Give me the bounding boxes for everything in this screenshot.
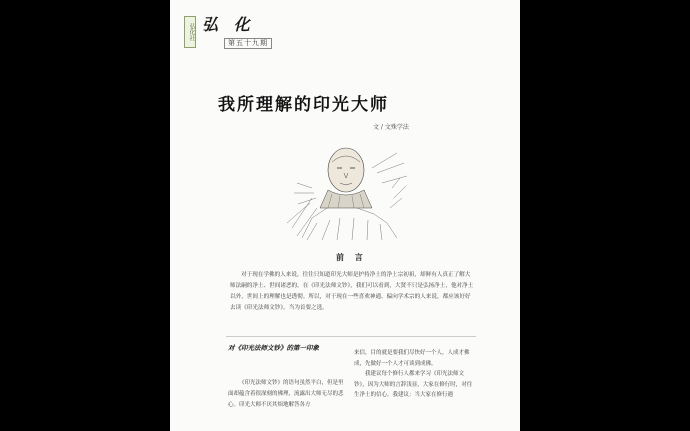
issue-badge: 第五十九期 bbox=[224, 38, 272, 49]
right-column-paragraph-1: 来信，目的就是要我们尽快好一个人，人成才佛成，先做好一个人才可谈到成佛。 bbox=[354, 350, 470, 367]
right-column-paragraph-2: 我建议每个修行人都来学习《印光法师文钞》，因为大师的言辞浅显，大家在修行时，对往生净土的信心。我建议：当大家在修行遇 bbox=[354, 371, 473, 398]
masthead bbox=[184, 12, 324, 52]
masthead-vertical-label: 弘化社 bbox=[184, 16, 196, 48]
left-column-text: 《印光法师文钞》的语句虽然平白，但是里面却蕴含着很深刻的佛理，流露出大师无尽的悲心。印光大师不厌其烦地解答各方 bbox=[228, 380, 344, 408]
subsection-heading: 对《印光法师文钞》的第一印象 bbox=[228, 344, 319, 352]
magazine-page bbox=[170, 0, 520, 431]
byline: 文 / 文殊学法 bbox=[373, 124, 409, 131]
article-title: 我所理解的印光大师 bbox=[218, 95, 389, 115]
right-column bbox=[354, 348, 474, 401]
intro-paragraph: 对于现在学佛的人来说，往往只知道印光大师是护持净土的净土宗初祖，却鲜有人真正了解大师法嗣的净土、世间诸恶的。在《印光法师文钞》，我们可以看到，大贤不只是弘扬净土，他对净土以外，世间上的理解也是透彻。所以，对于现在一些喜欢神通、偏向学术宗的人来说，都应该好好去读《印光法师文钞》，当为首要之选。 bbox=[230, 272, 474, 311]
divider bbox=[226, 336, 476, 337]
section-heading: 前 言 bbox=[336, 252, 367, 262]
master-portrait-illustration bbox=[282, 128, 412, 243]
masthead-title: 弘 化 bbox=[202, 15, 255, 34]
